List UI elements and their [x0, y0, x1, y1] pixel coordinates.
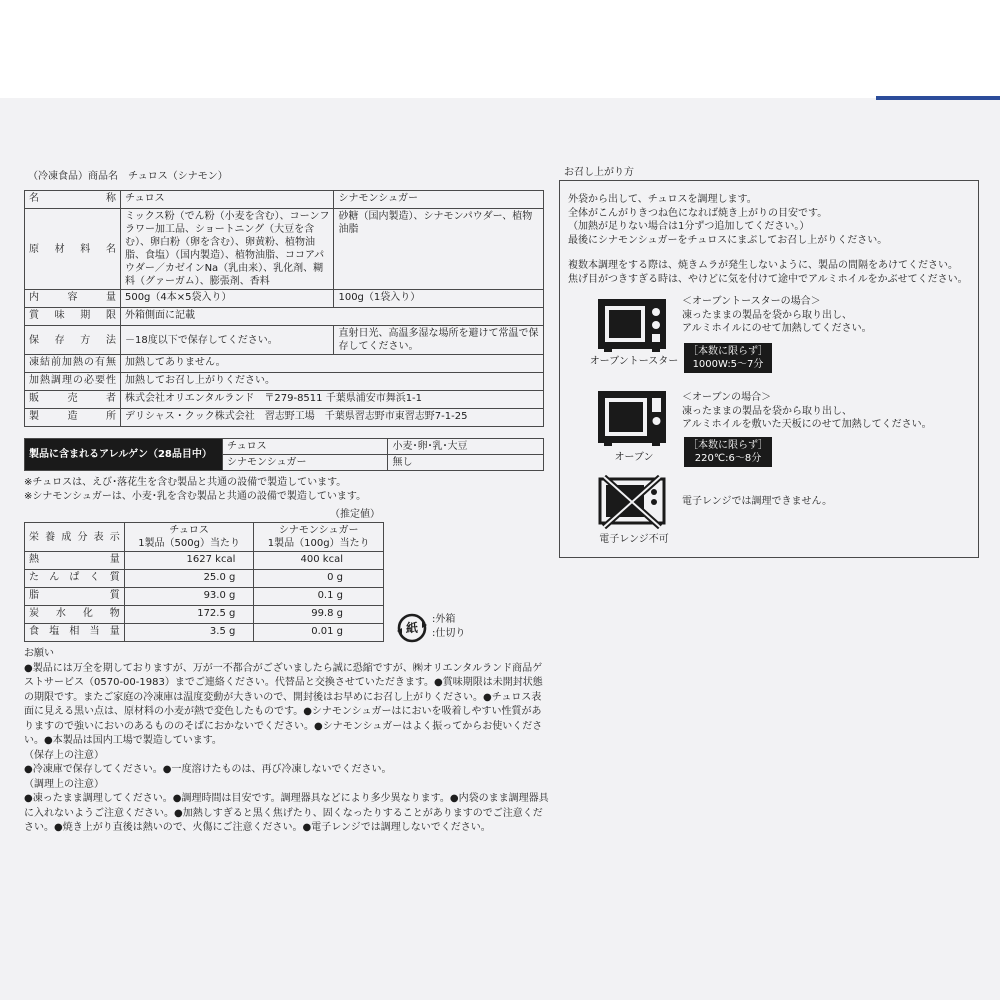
cook-label: 加熱調理の必要性: [25, 373, 121, 391]
seller-value: 株式会社オリエンタルランド 〒279-8511 千葉県浦安市舞浜1-1: [120, 391, 543, 409]
storage-cinnamon: 直射日光、高温多湿な場所を避けて常温で保存してください。: [334, 326, 544, 355]
name-label: 名 称: [25, 191, 121, 209]
spec-row-content: [25, 290, 544, 308]
nutrient-name: 熱 量: [25, 552, 125, 570]
allergen-note-cinnamon: ※シナモンシュガーは、小麦･乳を含む製品と共通の設備で製造しています。: [24, 491, 367, 502]
col-cinnamon-name: シナモンシュガー: [278, 525, 359, 536]
table-row: [25, 570, 384, 588]
spec-row-storage: [25, 326, 544, 355]
oven-icon: [596, 389, 668, 447]
spec-table: [24, 190, 544, 427]
preheat-label: 凍結前加熱の有無: [25, 355, 121, 373]
nutrient-name: 脂 質: [25, 588, 125, 606]
allergen-item: シナモンシュガー: [222, 455, 387, 471]
microwave-caption: 電子レンジ不可: [599, 534, 669, 545]
notes-body: ●製品には万全を期しておりますが、万が一不都合がございましたら誠に恐縮ですが、㈱オリエンタルランド商品ゲストサービス（0570-00-1983）までご連絡ください。代替品と交換させていただきます。●賞味期限は未開封状態の期限です。またご家庭の冷凍庫は温度変動が大きいので、開封後はお早めにお召し上がりください。●チュロス表面に見える黒い点は、原材料の小麦が熱で変色したものです。●シナモンシュガーはにおいを吸着しやすい性質がありますので強いにおいのあるもののそばにおかないでください。●シナモンシュガーはよく振ってからお使いください。●本製品は国内工場で製造しています。: [24, 662, 543, 746]
howto-title: お召し上がり方: [564, 167, 634, 178]
recycle-line-box: :外箱: [432, 614, 456, 625]
cook-value: 加熱してお召し上がりください。: [120, 373, 543, 391]
storage-label: 保 存 方 法: [25, 326, 121, 355]
oven-line: 凍ったままの製品を袋から取り出し、: [682, 405, 852, 417]
spec-row-seller: [25, 391, 544, 409]
spec-row-name: [25, 191, 544, 209]
spec-row-expiry: [25, 308, 544, 326]
allergen-row: [25, 439, 544, 455]
nutrient-churros: 172.5 g: [124, 606, 254, 624]
toaster-caption: オーブントースター: [589, 356, 679, 367]
allergen-note-churros: ※チュロスは、えび･落花生を含む製品と共通の設備で製造しています。: [24, 477, 347, 488]
recycle-mark-text: 紙: [405, 621, 418, 635]
spec-row-preheat: [25, 355, 544, 373]
content-churros: 500g（4本×5袋入り）: [120, 290, 334, 308]
storage-notes-body: ●冷凍庫で保存してください。●一度溶けたものは、再び冷凍しないでください。: [24, 764, 392, 775]
nutrient-name: たんぱく質: [25, 570, 125, 588]
allergen-value: 無し: [388, 455, 544, 471]
toaster-badge-value: 1000W:5～7分: [692, 359, 764, 370]
name-cinnamon: シナモンシュガー: [334, 191, 544, 209]
oven-caption: オーブン: [614, 452, 654, 463]
howto-step: 全体がこんがりきつね色になれば焼き上がりの目安です。: [568, 207, 828, 219]
notes-heading: お願い: [24, 648, 54, 659]
table-row: [25, 552, 384, 570]
howto-step: 外袋から出して、チュロスを調理します。: [568, 194, 757, 205]
nutrition-estimate: （推定値）: [330, 509, 380, 520]
allergen-title: 製品に含まれるアレルゲン（28品目中）: [25, 439, 223, 471]
nutrient-churros: 1627 kcal: [124, 552, 254, 570]
howto-step: （加熱が足りない場合は1分ずつ追加してください。）: [568, 221, 810, 232]
product-name-line: （冷凍食品）商品名 チュロス（シナモン）: [28, 171, 228, 182]
howto-tips: [568, 259, 968, 286]
spec-row-cook: [25, 373, 544, 391]
expiry-value: 外箱側面に記載: [120, 308, 543, 326]
toaster-line: アルミホイルにのせて加熱してください。: [682, 323, 872, 334]
ingredients-label: 原 材 料 名: [25, 209, 121, 290]
ingredients-cinnamon: 砂糖（国内製造）、シナモンパウダー、植物油脂: [334, 209, 544, 290]
toaster-line: 凍ったままの製品を袋から取り出し、: [682, 309, 852, 321]
microwave-text: 電子レンジでは調理できません。: [682, 496, 833, 507]
storage-churros: －18度以下で保存してください。: [120, 326, 334, 355]
howto-box: [559, 180, 979, 558]
cooking-notes-body: ●凍ったまま調理してください。●調理時間は目安です。調理器具などにより多少異なります。●内袋のまま調理器具に入れないようご注意ください。●加熱しすぎると黒く焦げたり、固くなったりすることがありますのでご注意ください。●焼き上がり直後は熱いので、火傷にご注意ください。●電子レンジでは調理しないでください。: [24, 793, 549, 833]
nutrition-label: 栄養成分表示: [25, 523, 125, 552]
recycle-line-divider: :仕切り: [432, 628, 466, 639]
spec-row-maker: [25, 409, 544, 427]
nutrient-cinnamon: 0 g: [254, 570, 384, 588]
toaster-instructions: [682, 295, 872, 336]
table-row: [25, 624, 384, 642]
nutrient-cinnamon: 99.8 g: [254, 606, 384, 624]
howto-tip: 複数本調理をする際は、焼きムラが発生しないように、製品の間隔をあけてください。: [568, 260, 958, 271]
nutrient-cinnamon: 0.01 g: [254, 624, 384, 642]
content-label: 内 容 量: [25, 290, 121, 308]
maker-value: デリシャス・クック株式会社 習志野工場 千葉県習志野市東習志野7-1-25: [120, 409, 543, 427]
allergen-value: 小麦･卵･乳･大豆: [388, 439, 544, 455]
nutrient-name: 食塩相当量: [25, 624, 125, 642]
nutrient-churros: 3.5 g: [124, 624, 254, 642]
toaster-heading: ＜オーブントースターの場合＞: [682, 296, 821, 307]
oven-badge-value: 220℃:6～8分: [694, 453, 762, 464]
col-churros-name: チュロス: [169, 525, 209, 536]
content-cinnamon: 100g（1袋入り）: [334, 290, 544, 308]
maker-label: 製 造 所: [25, 409, 121, 427]
nutrient-churros: 93.0 g: [124, 588, 254, 606]
col-churros-unit: 1製品（500g）当たり: [138, 538, 240, 549]
cooking-notes-heading: （調理上の注意）: [24, 778, 104, 790]
toaster-time-badge: [684, 343, 772, 373]
howto-step: 最後にシナモンシュガーをチュロスにまぶしてお召し上がりください。: [568, 234, 888, 246]
table-row: [25, 588, 384, 606]
nutrient-cinnamon: 0.1 g: [254, 588, 384, 606]
col-cinnamon-unit: 1製品（100g）当たり: [267, 538, 370, 549]
oven-time-badge: [684, 437, 772, 467]
nutrition-header: [25, 523, 384, 552]
table-row: [25, 606, 384, 624]
nutrition-table: [24, 522, 384, 642]
name-churros: チュロス: [120, 191, 334, 209]
allergen-table: [24, 438, 544, 471]
expiry-label: 賞 味 期 限: [25, 308, 121, 326]
nutrient-name: 炭水化物: [25, 606, 125, 624]
howto-steps: [568, 193, 887, 247]
allergen-item: チュロス: [222, 439, 387, 455]
toaster-badge-title: ［本数に限らず］: [688, 346, 768, 357]
nutrition-col-cinnamon: [254, 523, 384, 552]
seller-label: 販 売 者: [25, 391, 121, 409]
oven-instructions: [682, 391, 932, 432]
notes-section: [24, 647, 550, 836]
accent-bar: [876, 96, 1000, 100]
storage-notes-heading: （保存上の注意）: [24, 749, 104, 761]
oven-line: アルミホイルを敷いた天板にのせて加熱してください。: [682, 419, 932, 430]
nutrient-cinnamon: 400 kcal: [254, 552, 384, 570]
howto-tip: 焦げ目がつきすぎる時は、やけどに気を付けて途中でアルミホイルをかぶせてください。: [568, 273, 968, 285]
oven-heading: ＜オーブンの場合＞: [682, 392, 772, 403]
ingredients-churros: ミックス粉（でん粉（小麦を含む）、コーンフラワー加工品、ショートニング（大豆を含む）、卵白粉（卵を含む）、卵黄粉、植物油脂、食塩）（国内製造）、植物油脂、ココアパウダー／カゼインNa（乳由来）、乳化剤、糊料（グァーガム）、膨張剤、香料: [120, 209, 334, 290]
toaster-icon: [596, 297, 668, 353]
no-microwave-icon: [598, 475, 666, 529]
spec-row-ingredients: [25, 209, 544, 290]
nutrition-col-churros: [124, 523, 254, 552]
preheat-value: 加熱してありません。: [120, 355, 543, 373]
nutrient-churros: 25.0 g: [124, 570, 254, 588]
oven-badge-title: ［本数に限らず］: [688, 440, 768, 451]
